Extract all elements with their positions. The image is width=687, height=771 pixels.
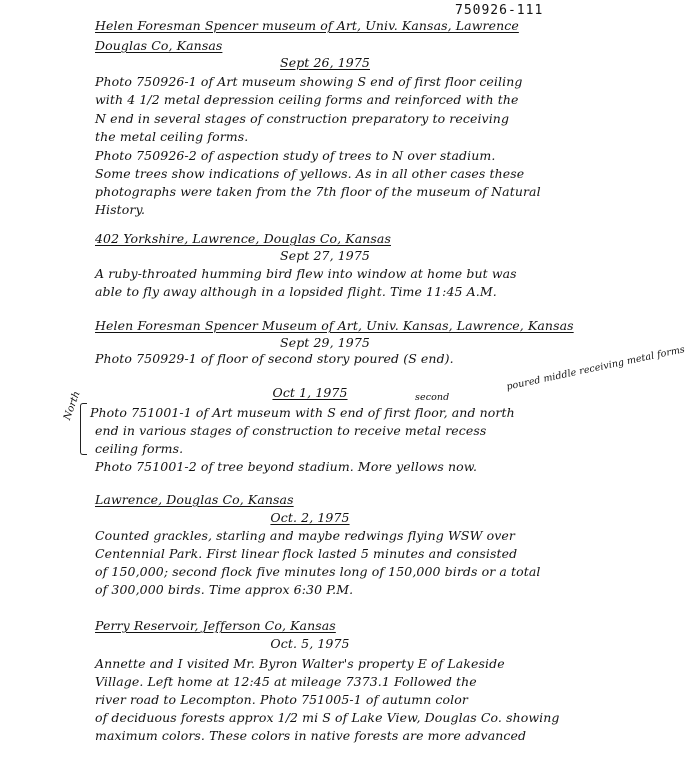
note-line: of 300,000 birds. Time approx 6:30 P.M. [95,582,354,597]
note-line: History. [95,202,146,217]
note-line: of 150,000; second flock five minutes long of 150,000 birds or a total [95,564,541,579]
note-line: Photo 751001-1 of Art museum with S end of first floor, and north [90,405,515,420]
note-line: N end in several stages of construction preparatory to receiving [95,111,510,126]
note-line: Centennial Park. First linear flock lasted 5 minutes and consisted [95,546,518,561]
margin-note-left: North [62,389,83,422]
entry-location: Douglas Co, Kansas [95,38,223,53]
entry-location: Perry Reservoir, Jefferson Co, Kansas [95,618,336,633]
entry-date: Oct. 5, 1975 [270,636,350,651]
note-line: maximum colors. These colors in native forests are more advanced [95,728,527,743]
note-line: ceiling forms. [95,441,184,456]
entry-date: Oct. 2, 1975 [270,510,350,525]
note-line: Counted grackles, starling and maybe redwings flying WSW over [95,528,515,543]
entry-date: Oct 1, 1975 [272,385,348,400]
page-id: 750926-111 [455,3,544,18]
note-line: Photo 750926-1 of Art museum showing S end of first floor ceiling [95,74,523,89]
entry-location: Helen Foresman Spencer Museum of Art, Univ. Kansas, Lawrence, Kansas [95,318,574,333]
note-line: with 4 1/2 metal depression ceiling forms and reinforced with the [95,92,519,107]
note-line: Annette and I visited Mr. Byron Walter's property E of Lakeside [95,656,505,671]
insertion-note: second [415,392,450,403]
margin-note: poured middle receiving metal forms [505,344,686,393]
note-line: river road to Lecompton. Photo 751005-1 of autumn color [95,692,468,707]
entry-date: Sept 26, 1975 [280,55,370,70]
entry-location: 402 Yorkshire, Lawrence, Douglas Co, Kansas [95,231,391,246]
entry-date: Sept 29, 1975 [280,335,370,350]
note-line: end in various stages of construction to receive metal recess [95,423,487,438]
note-line: Photo 750929-1 of floor of second story poured (S end). [95,351,454,366]
note-line: the metal ceiling forms. [95,129,249,144]
note-line: able to fly away although in a lopsided flight. Time 11:45 A.M. [95,284,497,299]
note-line: Photo 751001-2 of tree beyond stadium. More yellows now. [95,459,478,474]
note-line: Photo 750926-2 of aspection study of trees to N over stadium. [95,148,496,163]
note-line: Village. Left home at 12:45 at mileage 7373.1 Followed the [95,674,477,689]
margin-bracket [80,403,87,455]
note-line: photographs were taken from the 7th floor of the museum of Natural [95,184,541,199]
note-line: of deciduous forests approx 1/2 mi S of Lake View, Douglas Co. showing [95,710,560,725]
entry-location: Helen Foresman Spencer museum of Art, Univ. Kansas, Lawrence [95,18,519,33]
entry-location: Lawrence, Douglas Co, Kansas [95,492,294,507]
note-line: Some trees show indications of yellows. As in all other cases these [95,166,525,181]
entry-date: Sept 27, 1975 [280,248,370,263]
note-line: A ruby-throated humming bird flew into window at home but was [95,266,517,281]
